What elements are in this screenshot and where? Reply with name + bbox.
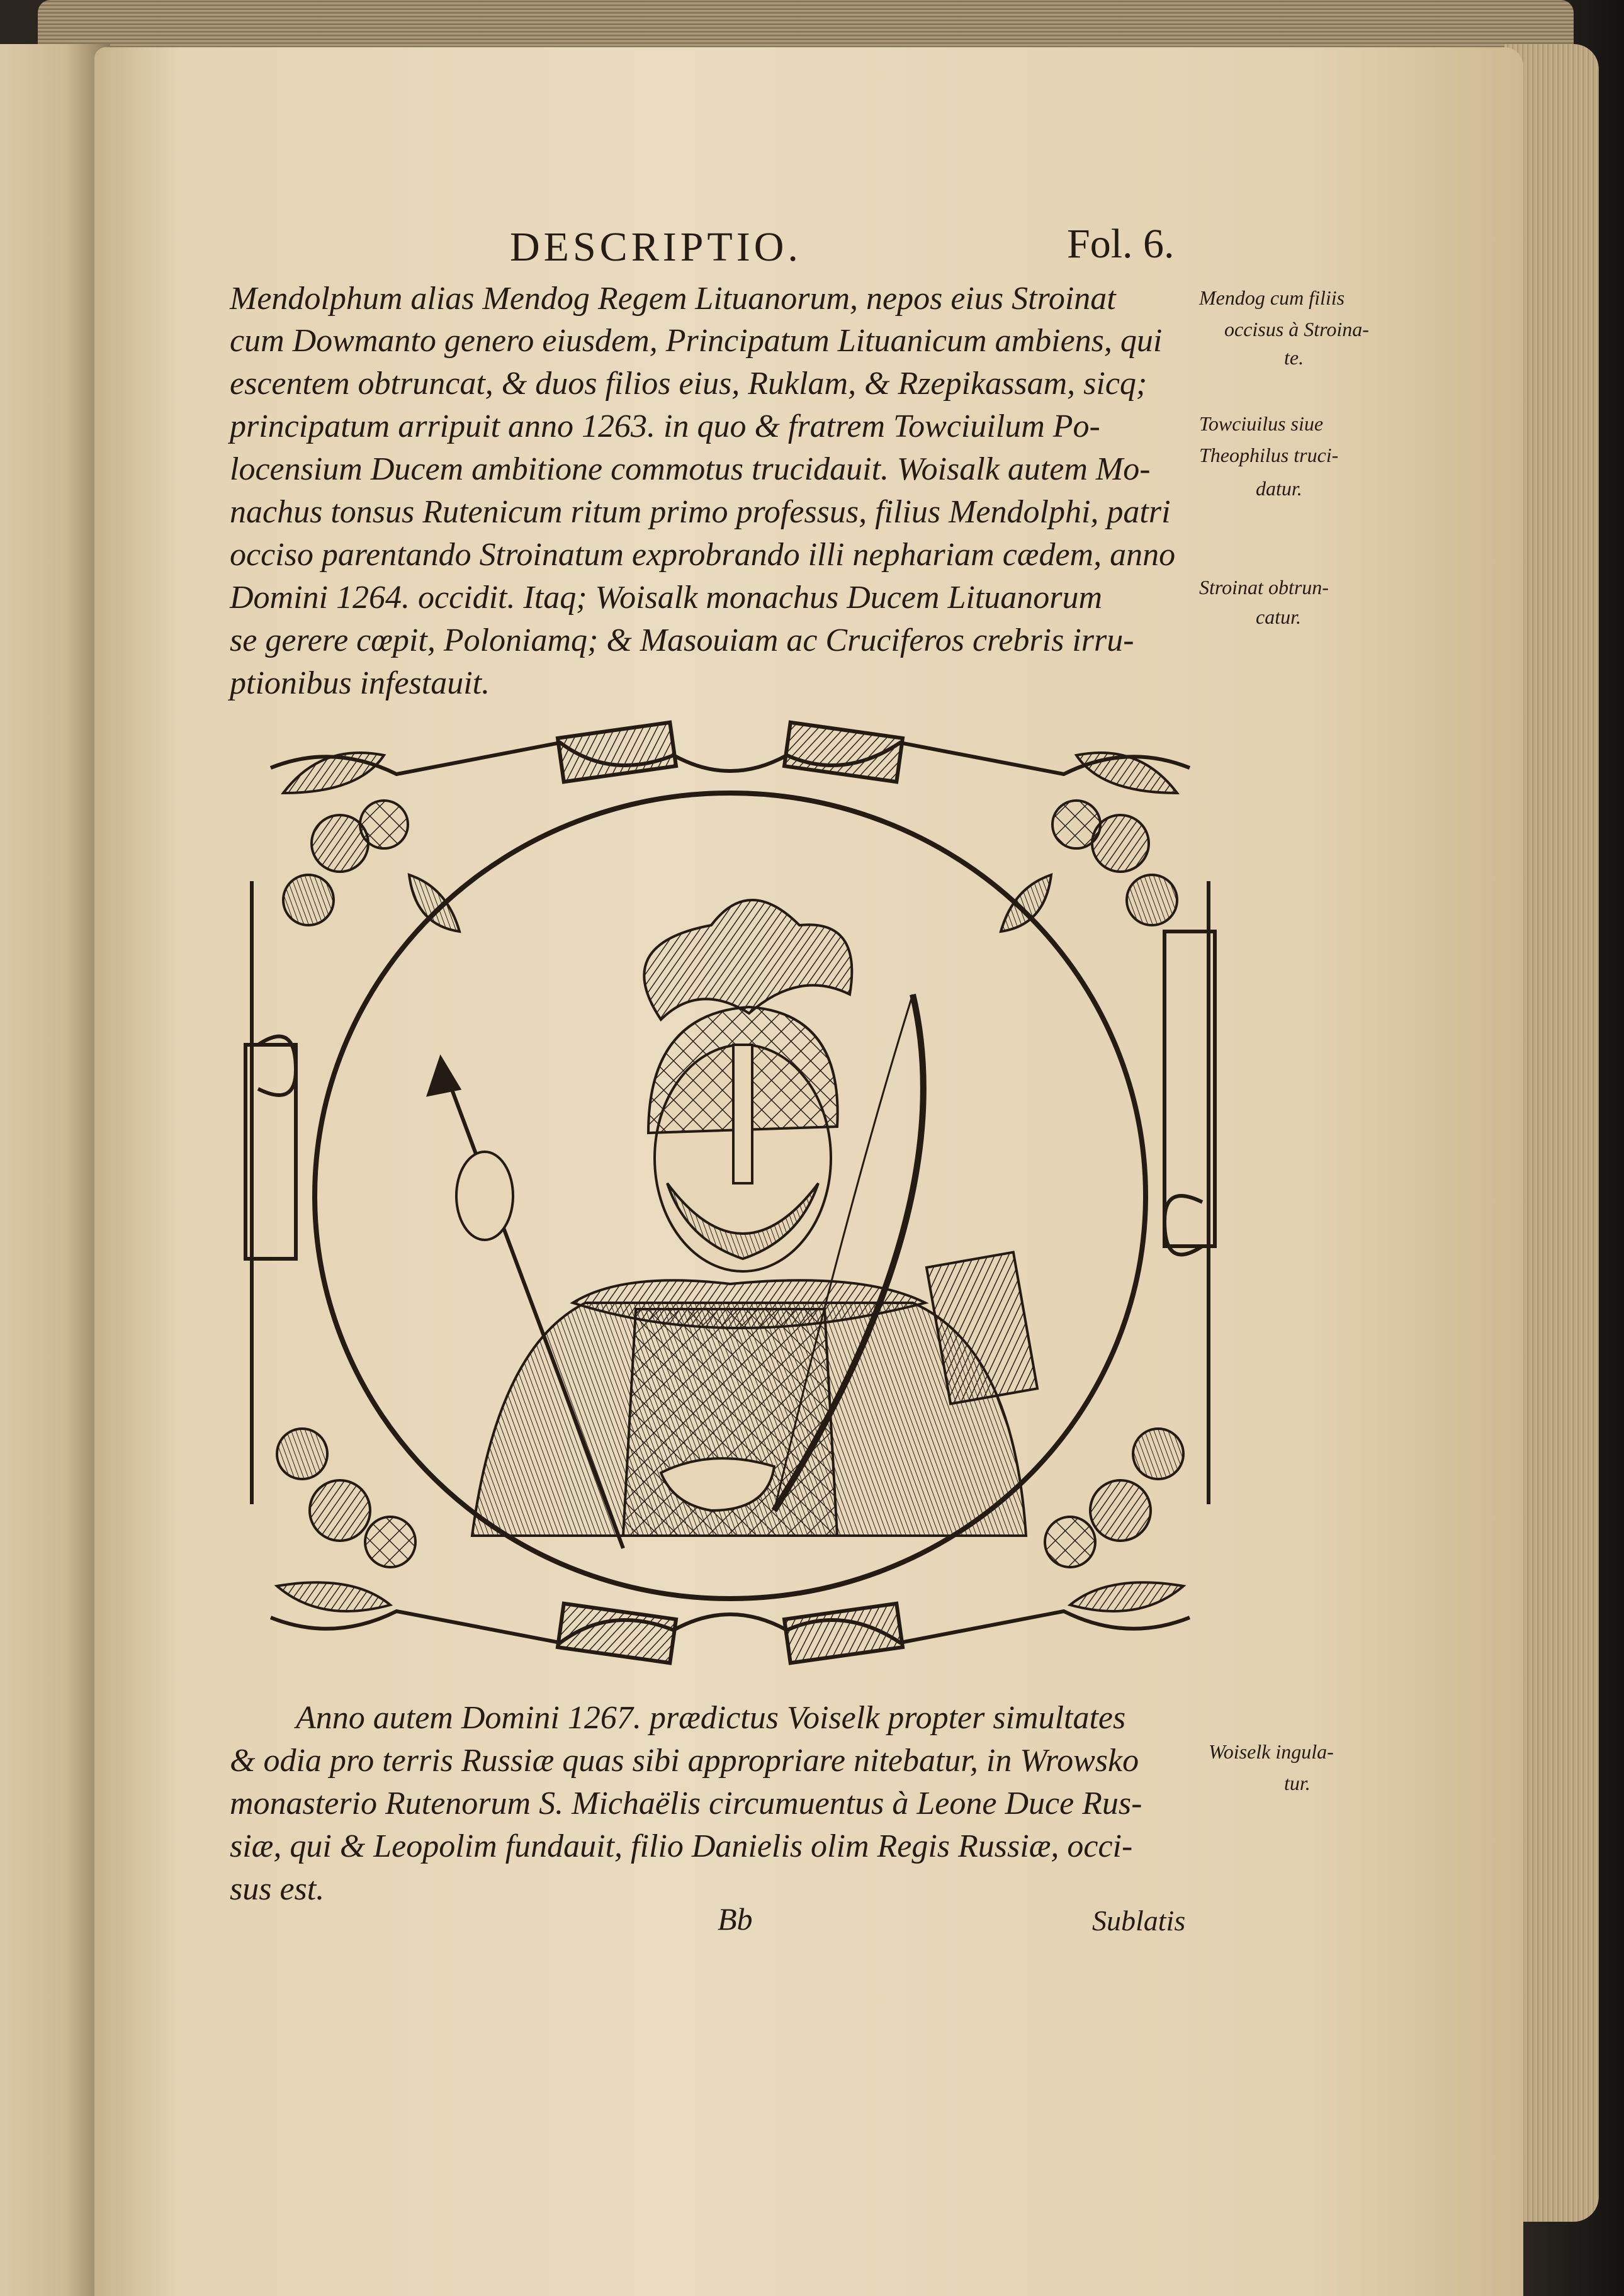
text-line: ptionibus infestauit. [230, 665, 490, 701]
warrior-figure [428, 900, 1037, 1548]
text-line: nachus tonsus Rutenicum ritum primo professus, filius Mendolphi, patri [230, 494, 1171, 530]
running-head: DESCRIPTIO. [510, 224, 802, 270]
margin-note-line: Mendog cum filiis [1199, 286, 1345, 309]
text-line: Mendolphum alias Mendog Regem Lituanorum, nepos eius Stroinat [230, 281, 1116, 317]
text-line: locensium Ducem ambitione commotus trucidauit. Woisalk autem Mo- [230, 451, 1151, 487]
text-line: sus est. [230, 1871, 325, 1907]
margin-note-line: occisus à Stroina- [1224, 318, 1369, 340]
text-line: cum Dowmanto genero eiusdem, Principatum Lituanicum ambiens, qui [230, 323, 1163, 359]
margin-note-line: Theophilus truci- [1199, 444, 1339, 466]
book-top-edge [38, 0, 1574, 50]
margin-note-line: Woiselk ingula- [1209, 1740, 1334, 1763]
text-line: escentem obtruncat, & duos filios eius, Ruklam, & Rzepikassam, sicq; [230, 366, 1148, 402]
fruit-garland-top-right [1001, 753, 1177, 931]
signature-mark: Bb [718, 1901, 753, 1937]
margin-note-line: datur. [1256, 477, 1302, 500]
catchword: Sublatis [1092, 1905, 1186, 1937]
margin-note-line: Towciuilus siue [1199, 412, 1324, 435]
fruit-garland-bottom-left [277, 1429, 415, 1611]
margin-note-line: Stroinat obtrun- [1199, 576, 1329, 599]
text-line: Domini 1264. occidit. Itaq; Woisalk monachus Ducem Lituanorum [230, 580, 1103, 616]
text-line: & odia pro terris Russiæ quas sibi appropriare nitebatur, in Wrowsko [230, 1743, 1139, 1779]
text-line: siæ, qui & Leopolim fundauit, filio Danielis olim Regis Russiæ, occi- [230, 1828, 1133, 1864]
fruit-garland-bottom-right [1045, 1429, 1183, 1611]
woodcut-portrait [233, 718, 1227, 1668]
facing-page [0, 44, 110, 2296]
text-line: Anno autem Domini 1267. prædictus Voiselk propter simultates [296, 1700, 1126, 1736]
fruit-garland-top-left [283, 753, 460, 931]
folio-number: Fol. 6. [1067, 221, 1175, 267]
margin-note-line: te. [1284, 346, 1304, 369]
text-line: se gerere cœpit, Poloniamq; & Masouiam ac Cruciferos crebris irru- [230, 622, 1134, 658]
text-line: monasterio Rutenorum S. Michaëlis circumuentus à Leone Duce Rus- [230, 1786, 1142, 1821]
text-line: principatum arripuit anno 1263. in quo & fratrem Towciuilum Po- [230, 408, 1100, 444]
text-line: occiso parentando Stroinatum exprobrando illi nephariam cædem, anno [230, 537, 1176, 573]
margin-note-line: tur. [1284, 1772, 1311, 1794]
margin-note-line: catur. [1256, 605, 1301, 628]
